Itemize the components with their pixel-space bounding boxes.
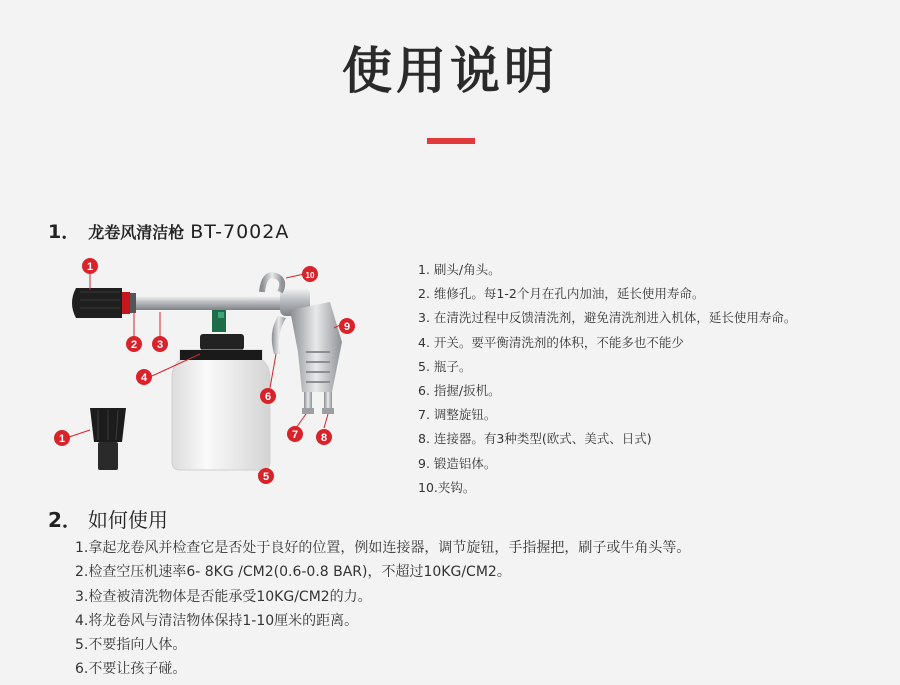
parts-item: 1. 刷头/角头。 (418, 262, 501, 277)
parts-item: 2. 维修孔。每1-2个月在孔内加油，延长使用寿命。 (418, 286, 705, 302)
trigger (272, 316, 286, 354)
handle-grip (290, 302, 342, 392)
callout-6 (260, 388, 276, 404)
parts-item: 5. 瓶子。 (418, 358, 472, 374)
svg-text:4: 4 (140, 372, 148, 384)
callout-1-horn (54, 430, 70, 446)
parts-item: 4. 开关。要平衡清洗剂的体积，不能多也不能少 (418, 334, 684, 350)
callout-10 (302, 266, 318, 282)
tornado-gun-illustration (40, 252, 370, 492)
section2-number: 2． (48, 508, 82, 532)
callout-2 (126, 336, 142, 352)
parts-item: 6. 指握/扳机。 (418, 382, 501, 398)
section1-model: BT-7002A (190, 221, 290, 243)
callout-9 (339, 318, 355, 334)
parts-item: 7. 调整旋钮。 (418, 407, 497, 423)
svg-text:10: 10 (305, 271, 315, 280)
usage-step: 3.检查被清洗物体是否能承受10KG/CM2的力。 (75, 588, 372, 605)
svg-text:5: 5 (262, 471, 270, 483)
section1-number: 1． (48, 221, 81, 243)
brush-head (72, 288, 136, 318)
parts-list (418, 258, 796, 500)
svg-text:1: 1 (58, 433, 66, 445)
horn-head (90, 408, 126, 470)
callout-1 (82, 258, 98, 274)
usage-step: 6.不要让孩子碰。 (75, 661, 187, 678)
connectors (302, 392, 334, 414)
svg-text:3: 3 (156, 339, 164, 351)
callout-5 (258, 468, 274, 484)
usage-step: 1.拿起龙卷风并检查它是否处于良好的位置，例如连接器，调节旋钮，手指握把，刷子或牛角头等。 (75, 540, 691, 556)
parts-item: 10.夹钩。 (418, 479, 476, 495)
callout-4 (136, 369, 152, 385)
title-underline (427, 138, 475, 144)
section2-heading (48, 504, 168, 533)
parts-item: 8. 连接器。有3种类型(欧式、美式、日式) (418, 431, 652, 447)
section1-name: 龙卷风清洁枪 (88, 223, 185, 242)
section2-name: 如何使用 (87, 508, 168, 532)
svg-text:9: 9 (343, 321, 351, 333)
svg-text:1: 1 (86, 261, 94, 273)
parts-item: 3. 在清洗过程中反馈清洗剂，避免清洗剂进入机体，延长使用寿命。 (418, 310, 797, 326)
bottle (172, 334, 270, 470)
svg-text:8: 8 (320, 432, 328, 444)
svg-text:7: 7 (291, 429, 299, 441)
usage-step: 5.不要指向人体。 (75, 637, 187, 654)
hook (262, 275, 282, 292)
page-title: 使用说明 (342, 42, 558, 100)
callout-3 (152, 336, 168, 352)
svg-text:2: 2 (130, 339, 138, 351)
parts-item: 9. 锻造铝体。 (418, 455, 497, 471)
usage-step: 2.检查空压机速率6- 8KG /CM2(0.6-0.8 BAR)，不超过10KG/CM2。 (75, 564, 511, 581)
callout-7 (287, 426, 303, 442)
callout-8 (316, 429, 332, 445)
switch-valve (212, 310, 226, 332)
svg-text:6: 6 (264, 391, 272, 403)
usage-steps-list (75, 536, 690, 682)
usage-step: 4.将龙卷风与清洁物体保持1-10厘米的距离。 (75, 612, 359, 629)
section1-heading (48, 217, 289, 244)
